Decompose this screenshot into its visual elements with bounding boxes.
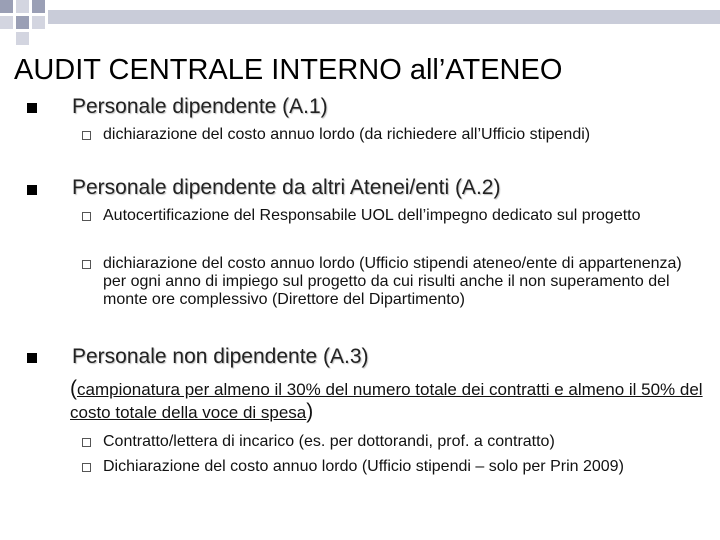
section-heading: Personale dipendente (A.1)	[72, 95, 328, 118]
list-item: dichiarazione del costo annuo lordo (da richiedere all’Ufficio stipendi)	[103, 126, 591, 143]
deco-square	[32, 16, 45, 29]
note-paren-close: )	[306, 400, 314, 423]
bullet-hollow-square	[82, 131, 91, 140]
bullet-square	[27, 103, 37, 113]
list-item: Contratto/lettera di incarico (es. per dottorandi, prof. a contratto)	[103, 433, 555, 450]
section-heading: Personale non dipendente (A.3)	[72, 345, 369, 368]
bullet-square	[27, 353, 37, 363]
bullet-hollow-square	[82, 260, 91, 269]
section-heading: Personale dipendente da altri Atenei/enti (A.2)	[72, 176, 501, 199]
note-paren-open: (	[70, 377, 77, 400]
deco-square	[0, 0, 13, 13]
bullet-hollow-square	[82, 212, 91, 221]
deco-square	[16, 32, 29, 45]
deco-square	[32, 0, 45, 13]
list-item: dichiarazione del costo annuo lordo (Ufficio stipendi ateneo/ente di appartenenza) per ogni anno di impiego sul progetto da cui risulti anche il non superamento del monte ore complessivo (Direttore del Dipartimento)	[103, 255, 682, 308]
sampling-note	[70, 378, 710, 424]
bullet-hollow-square	[82, 438, 91, 447]
deco-bar	[48, 10, 720, 24]
list-item: Autocertificazione del Responsabile UOL dell’impegno dedicato sul progetto	[103, 207, 641, 224]
deco-square	[16, 0, 29, 13]
header-decoration	[0, 0, 720, 45]
bullet-square	[27, 185, 37, 195]
slide-title: AUDIT CENTRALE INTERNO all’ATENEO	[14, 54, 563, 86]
deco-square	[16, 16, 29, 29]
bullet-hollow-square	[82, 463, 91, 472]
list-item: Dichiarazione del costo annuo lordo (Ufficio stipendi – solo per Prin 2009)	[103, 458, 624, 475]
deco-square	[0, 16, 13, 29]
note-text: campionatura per almeno il 30% del numero totale dei contratti e almeno il 50% del costo totale della voce di spesa	[70, 380, 703, 422]
